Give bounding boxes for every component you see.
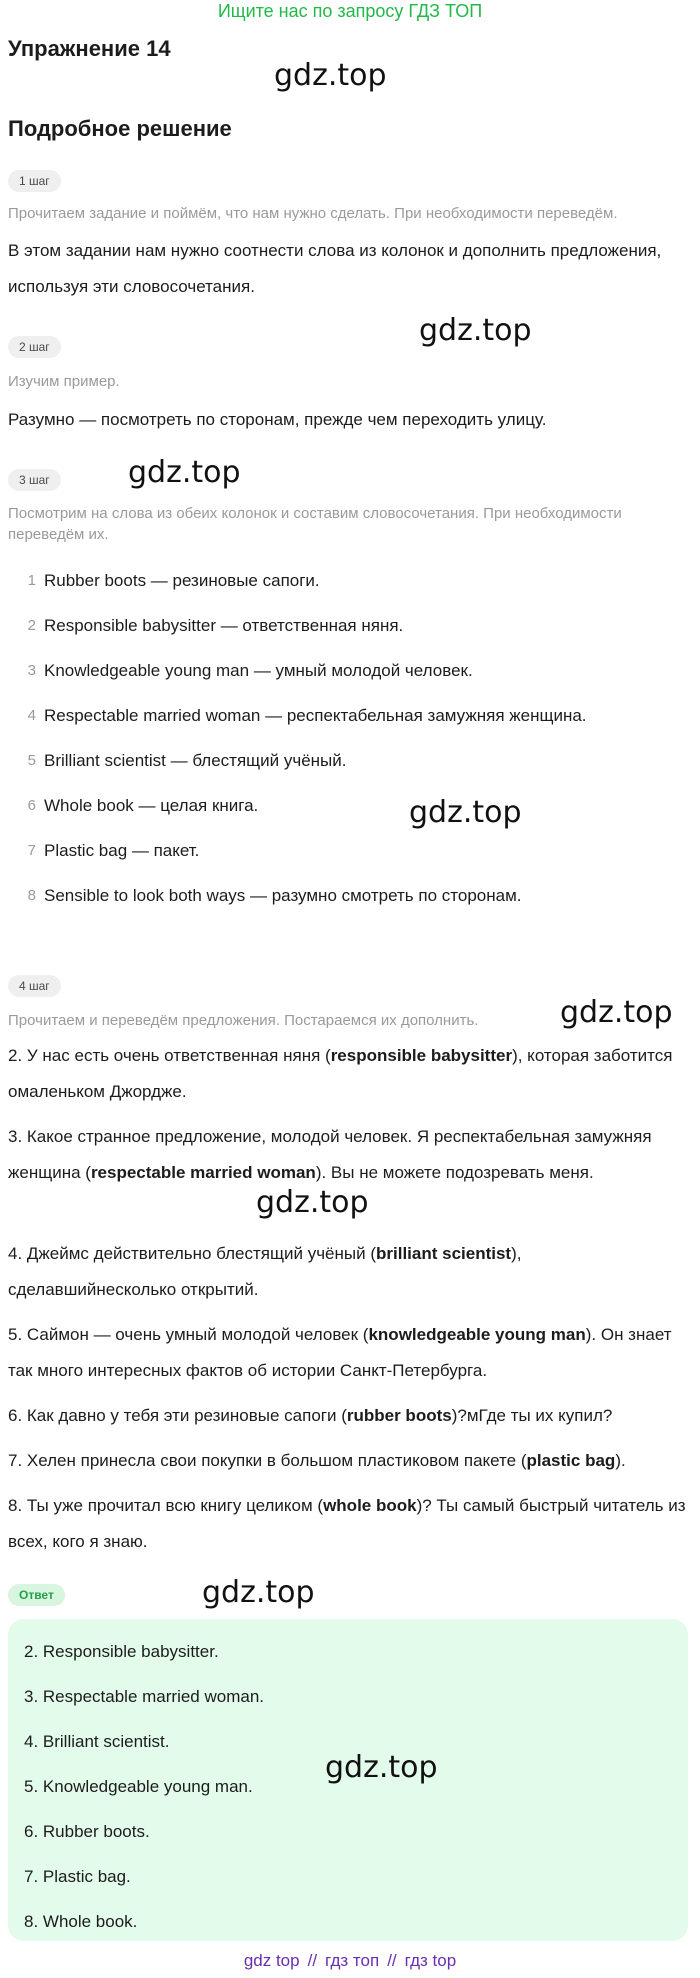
list-item: 1 Rubber boots — резиновые сапоги.	[27, 571, 320, 590]
step-badge-2: 2 шаг	[8, 336, 61, 358]
footer-link[interactable]: гдз топ	[325, 1951, 380, 1970]
list-item: 4 Respectable married woman — респектабельная замужняя женщина.	[27, 706, 587, 725]
list-item: 6 Whole book — целая книга.	[27, 796, 259, 815]
top-banner[interactable]: Ищите нас по запросу ГДЗ ТОП	[217, 1, 483, 21]
step-badge-3: 3 шаг	[8, 469, 61, 491]
footer-separator: //	[387, 1951, 397, 1970]
list-item: 7 Plastic bag — пакет.	[27, 841, 200, 860]
sentence: 2. У нас есть очень ответственная няня (responsible babysitter), которая заботится омаленьком Джордже.	[8, 1046, 673, 1101]
sentence: 4. Джеймс действительно блестящий учёный (brilliant scientist), сделавшийнесколько открытий.	[8, 1244, 522, 1299]
watermark: gdz.top	[202, 1575, 315, 1610]
watermark: gdz.top	[419, 313, 532, 348]
watermark: gdz.top	[274, 58, 387, 93]
page-title: Упражнение 14	[8, 36, 171, 61]
answer-item: 3. Respectable married woman.	[24, 1687, 265, 1706]
watermark: gdz.top	[325, 1750, 438, 1785]
sentence: 8. Ты уже прочитал всю книгу целиком (whole book)? Ты самый быстрый читатель из всех, кого я знаю.	[8, 1496, 686, 1551]
answer-item: 5. Knowledgeable young man.	[24, 1777, 253, 1796]
sentence: 6. Как давно у тебя эти резиновые сапоги (rubber boots)?мГде ты их купил?	[8, 1406, 613, 1425]
answer-item: 6. Rubber boots.	[24, 1822, 150, 1841]
sentence: 7. Хелен принесла свои покупки в большом пластиковом пакете (plastic bag).	[8, 1451, 626, 1470]
list-item: 3 Knowledgeable young man — умный молодой человек.	[27, 661, 473, 680]
watermark: gdz.top	[560, 995, 673, 1030]
footer-separator: //	[307, 1951, 318, 1970]
step-badge-1: 1 шаг	[8, 170, 61, 192]
watermark: gdz.top	[409, 795, 522, 830]
watermark: gdz.top	[128, 455, 241, 490]
footer-link[interactable]: gdz top	[243, 1951, 300, 1970]
sentence: 5. Саймон — очень умный молодой человек (knowledgeable young man). Он знает так много интересных фактов об истории Санкт-Петербурга.	[8, 1325, 672, 1380]
step-1-text: В этом задании нам нужно соотнести слова из колонок и дополнить предложения, используя эти словосочетания.	[8, 241, 662, 296]
footer-links	[0, 1948, 700, 1974]
answer-item: 7. Plastic bag.	[24, 1867, 131, 1886]
step-badge-4: 4 шаг	[8, 975, 61, 997]
step-2-text: Разумно — посмотреть по сторонам, прежде чем переходить улицу.	[8, 410, 547, 429]
sentence: 3. Какое странное предложение, молодой человек. Я респектабельная замужняя женщина (respectable married woman). Вы не можете подозревать меня.	[8, 1127, 652, 1182]
step-3-instruction: Посмотрим на слова из обеих колонок и составим словосочетания. При необходимости переведём их.	[8, 505, 622, 543]
list-item: 8 Sensible to look both ways — разумно смотреть по сторонам.	[27, 886, 522, 905]
answer-list	[24, 1634, 264, 1949]
list-item: 2 Responsible babysitter — ответственная няня.	[27, 616, 404, 635]
word-pairs-list	[8, 563, 688, 923]
watermark: gdz.top	[256, 1185, 369, 1220]
step-4-instruction: Прочитаем и переведём предложения. Постараемся их дополнить.	[8, 1012, 479, 1029]
answer-item: 2. Responsible babysitter.	[24, 1642, 219, 1661]
answer-item: 8. Whole book.	[24, 1912, 138, 1931]
step-1-instruction: Прочитаем задание и поймём, что нам нужно сделать. При необходимости переведём.	[8, 205, 618, 222]
answer-badge: Ответ	[8, 1584, 65, 1606]
step-2-instruction: Изучим пример.	[8, 373, 120, 390]
list-item: 5 Brilliant scientist — блестящий учёный.	[27, 751, 347, 770]
footer-link[interactable]: гдз top	[404, 1951, 457, 1970]
section-heading: Подробное решение	[8, 116, 232, 141]
answer-item: 4. Brilliant scientist.	[24, 1732, 170, 1751]
